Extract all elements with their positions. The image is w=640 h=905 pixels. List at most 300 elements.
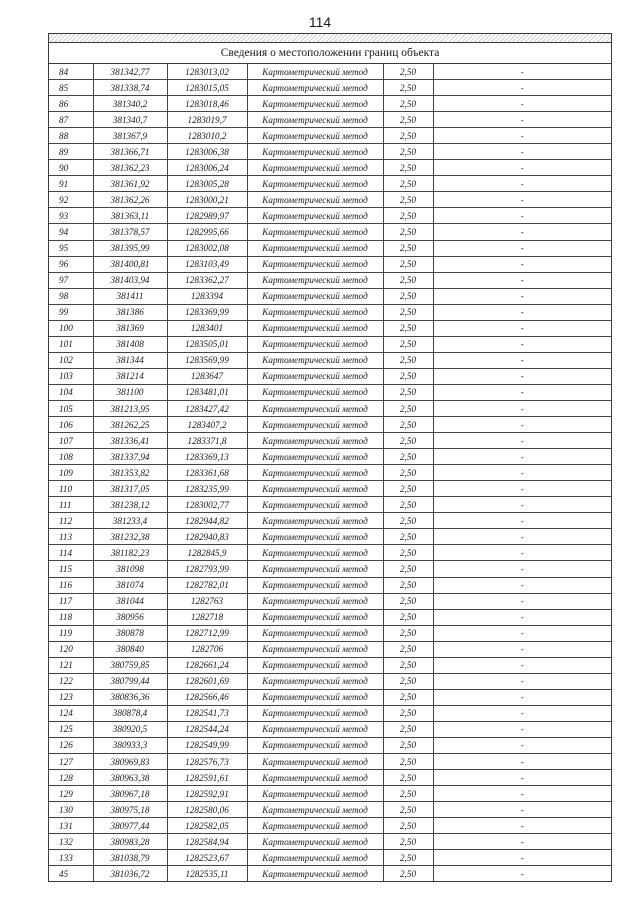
accuracy-cell: 2,50: [383, 818, 433, 834]
point-number-cell: 105: [49, 400, 93, 416]
x-coordinate-cell: 380840: [93, 641, 167, 657]
accuracy-cell: 2,50: [383, 513, 433, 529]
description-cell: -: [433, 256, 611, 272]
table-row: [49, 176, 611, 192]
x-coordinate-cell: 380969,83: [93, 754, 167, 770]
x-coordinate-cell: 380799,44: [93, 673, 167, 689]
accuracy-cell: 2,50: [383, 497, 433, 513]
method-cell: Картометрический метод: [247, 818, 383, 834]
accuracy-cell: 2,50: [383, 609, 433, 625]
table-row: [49, 64, 611, 80]
method-cell: Картометрический метод: [247, 96, 383, 112]
accuracy-cell: 2,50: [383, 352, 433, 368]
y-coordinate-cell: 1283018,46: [167, 96, 247, 112]
accuracy-cell: 2,50: [383, 721, 433, 737]
description-cell: -: [433, 64, 611, 80]
accuracy-cell: 2,50: [383, 433, 433, 449]
y-coordinate-cell: 1282592,91: [167, 786, 247, 802]
x-coordinate-cell: 380983,28: [93, 834, 167, 850]
point-number-cell: 108: [49, 449, 93, 465]
accuracy-cell: 2,50: [383, 112, 433, 128]
point-number-cell: 114: [49, 545, 93, 561]
method-cell: Картометрический метод: [247, 802, 383, 818]
table-row: [49, 224, 611, 240]
y-coordinate-cell: 1283407,2: [167, 417, 247, 433]
point-number-cell: 99: [49, 304, 93, 320]
point-number-cell: 96: [49, 256, 93, 272]
x-coordinate-cell: 381362,26: [93, 192, 167, 208]
x-coordinate-cell: 381362,23: [93, 160, 167, 176]
description-cell: -: [433, 384, 611, 400]
x-coordinate-cell: 380878,4: [93, 705, 167, 721]
method-cell: Картометрический метод: [247, 240, 383, 256]
method-cell: Картометрический метод: [247, 705, 383, 721]
y-coordinate-cell: 1282989,97: [167, 208, 247, 224]
accuracy-cell: 2,50: [383, 400, 433, 416]
x-coordinate-cell: 380759,85: [93, 657, 167, 673]
y-coordinate-cell: 1282793,99: [167, 561, 247, 577]
description-cell: -: [433, 705, 611, 721]
point-number-cell: 88: [49, 128, 93, 144]
y-coordinate-cell: 1282601,69: [167, 673, 247, 689]
point-number-cell: 84: [49, 64, 93, 80]
y-coordinate-cell: 1283481,01: [167, 384, 247, 400]
method-cell: Картометрический метод: [247, 465, 383, 481]
point-number-cell: 87: [49, 112, 93, 128]
x-coordinate-cell: 381337,94: [93, 449, 167, 465]
description-cell: -: [433, 192, 611, 208]
y-coordinate-cell: 1283369,13: [167, 449, 247, 465]
description-cell: -: [433, 304, 611, 320]
point-number-cell: 92: [49, 192, 93, 208]
y-coordinate-cell: 1283371,8: [167, 433, 247, 449]
x-coordinate-cell: 381367,9: [93, 128, 167, 144]
x-coordinate-cell: 381336,41: [93, 433, 167, 449]
x-coordinate-cell: 380967,18: [93, 786, 167, 802]
table-row: [49, 352, 611, 368]
point-number-cell: 124: [49, 705, 93, 721]
accuracy-cell: 2,50: [383, 336, 433, 352]
x-coordinate-cell: 381214: [93, 368, 167, 384]
table-row: [49, 433, 611, 449]
table-row: [49, 417, 611, 433]
x-coordinate-cell: 381340,2: [93, 96, 167, 112]
y-coordinate-cell: 1283569,99: [167, 352, 247, 368]
y-coordinate-cell: 1282763: [167, 593, 247, 609]
description-cell: -: [433, 96, 611, 112]
accuracy-cell: 2,50: [383, 786, 433, 802]
x-coordinate-cell: 380878: [93, 625, 167, 641]
y-coordinate-cell: 1283002,08: [167, 240, 247, 256]
table-row: [49, 481, 611, 497]
method-cell: Картометрический метод: [247, 256, 383, 272]
point-number-cell: 103: [49, 368, 93, 384]
y-coordinate-cell: 1283006,38: [167, 144, 247, 160]
y-coordinate-cell: 1282582,05: [167, 818, 247, 834]
point-number-cell: 121: [49, 657, 93, 673]
point-number-cell: 127: [49, 754, 93, 770]
description-cell: -: [433, 400, 611, 416]
method-cell: Картометрический метод: [247, 786, 383, 802]
accuracy-cell: 2,50: [383, 770, 433, 786]
table-row: [49, 288, 611, 304]
y-coordinate-cell: 1282940,83: [167, 529, 247, 545]
table-row: [49, 802, 611, 818]
accuracy-cell: 2,50: [383, 545, 433, 561]
description-cell: -: [433, 224, 611, 240]
accuracy-cell: 2,50: [383, 384, 433, 400]
description-cell: -: [433, 112, 611, 128]
point-number-cell: 107: [49, 433, 93, 449]
table-row: [49, 529, 611, 545]
point-number-cell: 133: [49, 850, 93, 866]
method-cell: Картометрический метод: [247, 208, 383, 224]
description-cell: -: [433, 673, 611, 689]
description-cell: -: [433, 513, 611, 529]
point-number-cell: 97: [49, 272, 93, 288]
method-cell: Картометрический метод: [247, 609, 383, 625]
y-coordinate-cell: 1283013,02: [167, 64, 247, 80]
point-number-cell: 100: [49, 320, 93, 336]
description-cell: -: [433, 737, 611, 753]
table-row: [49, 304, 611, 320]
method-cell: Картометрический метод: [247, 513, 383, 529]
x-coordinate-cell: 381044: [93, 593, 167, 609]
description-cell: -: [433, 545, 611, 561]
y-coordinate-cell: 1283019,7: [167, 112, 247, 128]
method-cell: Картометрический метод: [247, 160, 383, 176]
table-row: [49, 208, 611, 224]
x-coordinate-cell: 381233,4: [93, 513, 167, 529]
y-coordinate-cell: 1283000,21: [167, 192, 247, 208]
table-row: [49, 770, 611, 786]
point-number-cell: 91: [49, 176, 93, 192]
coordinates-rows: [49, 64, 611, 881]
x-coordinate-cell: 381074: [93, 577, 167, 593]
x-coordinate-cell: 381400,81: [93, 256, 167, 272]
accuracy-cell: 2,50: [383, 417, 433, 433]
description-cell: -: [433, 657, 611, 673]
accuracy-cell: 2,50: [383, 128, 433, 144]
point-number-cell: 123: [49, 689, 93, 705]
table-row: [49, 657, 611, 673]
accuracy-cell: 2,50: [383, 304, 433, 320]
accuracy-cell: 2,50: [383, 240, 433, 256]
description-cell: -: [433, 561, 611, 577]
page-number: 114: [308, 14, 332, 30]
method-cell: Картометрический метод: [247, 368, 383, 384]
x-coordinate-cell: 381344: [93, 352, 167, 368]
table-row: [49, 561, 611, 577]
accuracy-cell: 2,50: [383, 561, 433, 577]
method-cell: Картометрический метод: [247, 192, 383, 208]
method-cell: Картометрический метод: [247, 176, 383, 192]
method-cell: Картометрический метод: [247, 625, 383, 641]
x-coordinate-cell: 381262,25: [93, 417, 167, 433]
point-number-cell: 129: [49, 786, 93, 802]
table-row: [49, 754, 611, 770]
table-row: [49, 400, 611, 416]
x-coordinate-cell: 381395,99: [93, 240, 167, 256]
y-coordinate-cell: 1283005,28: [167, 176, 247, 192]
y-coordinate-cell: 1283235,99: [167, 481, 247, 497]
method-cell: Картометрический метод: [247, 866, 383, 882]
table-row: [49, 320, 611, 336]
method-cell: Картометрический метод: [247, 320, 383, 336]
x-coordinate-cell: 381232,38: [93, 529, 167, 545]
table-row: [49, 144, 611, 160]
point-number-cell: 126: [49, 737, 93, 753]
y-coordinate-cell: 1282549,99: [167, 737, 247, 753]
point-number-cell: 132: [49, 834, 93, 850]
x-coordinate-cell: 381338,74: [93, 80, 167, 96]
accuracy-cell: 2,50: [383, 160, 433, 176]
description-cell: -: [433, 352, 611, 368]
method-cell: Картометрический метод: [247, 577, 383, 593]
point-number-cell: 89: [49, 144, 93, 160]
boundary-table: [48, 33, 612, 882]
accuracy-cell: 2,50: [383, 737, 433, 753]
x-coordinate-cell: 381036,72: [93, 866, 167, 882]
y-coordinate-cell: 1282544,24: [167, 721, 247, 737]
y-coordinate-cell: 1282580,06: [167, 802, 247, 818]
y-coordinate-cell: 1283647: [167, 368, 247, 384]
point-number-cell: 131: [49, 818, 93, 834]
table-row: [49, 256, 611, 272]
description-cell: -: [433, 320, 611, 336]
description-cell: -: [433, 336, 611, 352]
description-cell: -: [433, 721, 611, 737]
description-cell: -: [433, 497, 611, 513]
accuracy-cell: 2,50: [383, 866, 433, 882]
description-cell: -: [433, 144, 611, 160]
y-coordinate-cell: 1283103,49: [167, 256, 247, 272]
accuracy-cell: 2,50: [383, 641, 433, 657]
method-cell: Картометрический метод: [247, 400, 383, 416]
y-coordinate-cell: 1282661,24: [167, 657, 247, 673]
table-row: [49, 128, 611, 144]
table-row: [49, 497, 611, 513]
point-number-cell: 104: [49, 384, 93, 400]
description-cell: -: [433, 176, 611, 192]
y-coordinate-cell: 1283362,27: [167, 272, 247, 288]
description-cell: -: [433, 288, 611, 304]
method-cell: Картометрический метод: [247, 336, 383, 352]
accuracy-cell: 2,50: [383, 64, 433, 80]
method-cell: Картометрический метод: [247, 64, 383, 80]
description-cell: -: [433, 625, 611, 641]
accuracy-cell: 2,50: [383, 657, 433, 673]
method-cell: Картометрический метод: [247, 417, 383, 433]
accuracy-cell: 2,50: [383, 834, 433, 850]
y-coordinate-cell: 1282576,73: [167, 754, 247, 770]
description-cell: -: [433, 529, 611, 545]
point-number-cell: 111: [49, 497, 93, 513]
accuracy-cell: 2,50: [383, 689, 433, 705]
method-cell: Картометрический метод: [247, 593, 383, 609]
description-cell: -: [433, 577, 611, 593]
point-number-cell: 118: [49, 609, 93, 625]
accuracy-cell: 2,50: [383, 449, 433, 465]
accuracy-cell: 2,50: [383, 481, 433, 497]
point-number-cell: 113: [49, 529, 93, 545]
point-number-cell: 86: [49, 96, 93, 112]
y-coordinate-cell: 1282845,9: [167, 545, 247, 561]
table-row: [49, 368, 611, 384]
table-row: [49, 866, 611, 882]
accuracy-cell: 2,50: [383, 850, 433, 866]
accuracy-cell: 2,50: [383, 176, 433, 192]
accuracy-cell: 2,50: [383, 673, 433, 689]
description-cell: -: [433, 802, 611, 818]
method-cell: Картометрический метод: [247, 850, 383, 866]
point-number-cell: 102: [49, 352, 93, 368]
x-coordinate-cell: 381317,05: [93, 481, 167, 497]
accuracy-cell: 2,50: [383, 288, 433, 304]
table-row: [49, 689, 611, 705]
x-coordinate-cell: 381361,92: [93, 176, 167, 192]
method-cell: Картометрический метод: [247, 721, 383, 737]
point-number-cell: 85: [49, 80, 93, 96]
table-row: [49, 834, 611, 850]
table-row: [49, 192, 611, 208]
method-cell: Картометрический метод: [247, 770, 383, 786]
x-coordinate-cell: 380956: [93, 609, 167, 625]
method-cell: Картометрический метод: [247, 497, 383, 513]
x-coordinate-cell: 381340,7: [93, 112, 167, 128]
accuracy-cell: 2,50: [383, 368, 433, 384]
accuracy-cell: 2,50: [383, 577, 433, 593]
x-coordinate-cell: 381411: [93, 288, 167, 304]
table-row: [49, 272, 611, 288]
table-row: [49, 336, 611, 352]
method-cell: Картометрический метод: [247, 433, 383, 449]
description-cell: -: [433, 689, 611, 705]
table-row: [49, 641, 611, 657]
method-cell: Картометрический метод: [247, 272, 383, 288]
table-row: [49, 160, 611, 176]
description-cell: -: [433, 160, 611, 176]
point-number-cell: 122: [49, 673, 93, 689]
point-number-cell: 109: [49, 465, 93, 481]
description-cell: -: [433, 368, 611, 384]
y-coordinate-cell: 1282995,66: [167, 224, 247, 240]
description-cell: -: [433, 609, 611, 625]
point-number-cell: 117: [49, 593, 93, 609]
x-coordinate-cell: 381369: [93, 320, 167, 336]
y-coordinate-cell: 1282584,94: [167, 834, 247, 850]
description-cell: -: [433, 449, 611, 465]
point-number-cell: 94: [49, 224, 93, 240]
x-coordinate-cell: 380920,5: [93, 721, 167, 737]
point-number-cell: 120: [49, 641, 93, 657]
y-coordinate-cell: 1283006,24: [167, 160, 247, 176]
y-coordinate-cell: 1283361,68: [167, 465, 247, 481]
y-coordinate-cell: 1282782,01: [167, 577, 247, 593]
description-cell: -: [433, 593, 611, 609]
y-coordinate-cell: 1282535,11: [167, 866, 247, 882]
x-coordinate-cell: 381403,94: [93, 272, 167, 288]
accuracy-cell: 2,50: [383, 224, 433, 240]
x-coordinate-cell: 380836,36: [93, 689, 167, 705]
point-number-cell: 130: [49, 802, 93, 818]
y-coordinate-cell: 1283369,99: [167, 304, 247, 320]
method-cell: Картометрический метод: [247, 288, 383, 304]
x-coordinate-cell: 380975,18: [93, 802, 167, 818]
accuracy-cell: 2,50: [383, 208, 433, 224]
accuracy-cell: 2,50: [383, 465, 433, 481]
description-cell: -: [433, 850, 611, 866]
table-row: [49, 96, 611, 112]
method-cell: Картометрический метод: [247, 561, 383, 577]
method-cell: Картометрический метод: [247, 80, 383, 96]
section-title: Сведения о местоположении границ объекта: [49, 43, 611, 64]
y-coordinate-cell: 1283401: [167, 320, 247, 336]
point-number-cell: 101: [49, 336, 93, 352]
y-coordinate-cell: 1282706: [167, 641, 247, 657]
x-coordinate-cell: 381182,23: [93, 545, 167, 561]
table-row: [49, 705, 611, 721]
point-number-cell: 95: [49, 240, 93, 256]
table-row: [49, 818, 611, 834]
x-coordinate-cell: 381408: [93, 336, 167, 352]
table-row: [49, 80, 611, 96]
accuracy-cell: 2,50: [383, 802, 433, 818]
table-row: [49, 625, 611, 641]
table-row: [49, 673, 611, 689]
point-number-cell: 112: [49, 513, 93, 529]
y-coordinate-cell: 1282944,82: [167, 513, 247, 529]
table-row: [49, 240, 611, 256]
x-coordinate-cell: 381038,79: [93, 850, 167, 866]
description-cell: -: [433, 272, 611, 288]
description-cell: -: [433, 417, 611, 433]
x-coordinate-cell: 381366,71: [93, 144, 167, 160]
method-cell: Картометрический метод: [247, 737, 383, 753]
method-cell: Картометрический метод: [247, 641, 383, 657]
table-row: [49, 577, 611, 593]
x-coordinate-cell: 380933,3: [93, 737, 167, 753]
x-coordinate-cell: 381342,77: [93, 64, 167, 80]
description-cell: -: [433, 465, 611, 481]
method-cell: Картометрический метод: [247, 657, 383, 673]
description-cell: -: [433, 433, 611, 449]
accuracy-cell: 2,50: [383, 256, 433, 272]
table-row: [49, 112, 611, 128]
description-cell: -: [433, 818, 611, 834]
table-row: [49, 449, 611, 465]
method-cell: Картометрический метод: [247, 384, 383, 400]
table-row: [49, 850, 611, 866]
y-coordinate-cell: 1282718: [167, 609, 247, 625]
point-number-cell: 106: [49, 417, 93, 433]
description-cell: -: [433, 240, 611, 256]
table-row: [49, 786, 611, 802]
table-row: [49, 513, 611, 529]
table-row: [49, 721, 611, 737]
method-cell: Картометрический метод: [247, 689, 383, 705]
table-row: [49, 737, 611, 753]
accuracy-cell: 2,50: [383, 529, 433, 545]
x-coordinate-cell: 381238,12: [93, 497, 167, 513]
accuracy-cell: 2,50: [383, 705, 433, 721]
y-coordinate-cell: 1282591,61: [167, 770, 247, 786]
description-cell: -: [433, 80, 611, 96]
x-coordinate-cell: 381363,11: [93, 208, 167, 224]
point-number-cell: 128: [49, 770, 93, 786]
method-cell: Картометрический метод: [247, 112, 383, 128]
point-number-cell: 93: [49, 208, 93, 224]
